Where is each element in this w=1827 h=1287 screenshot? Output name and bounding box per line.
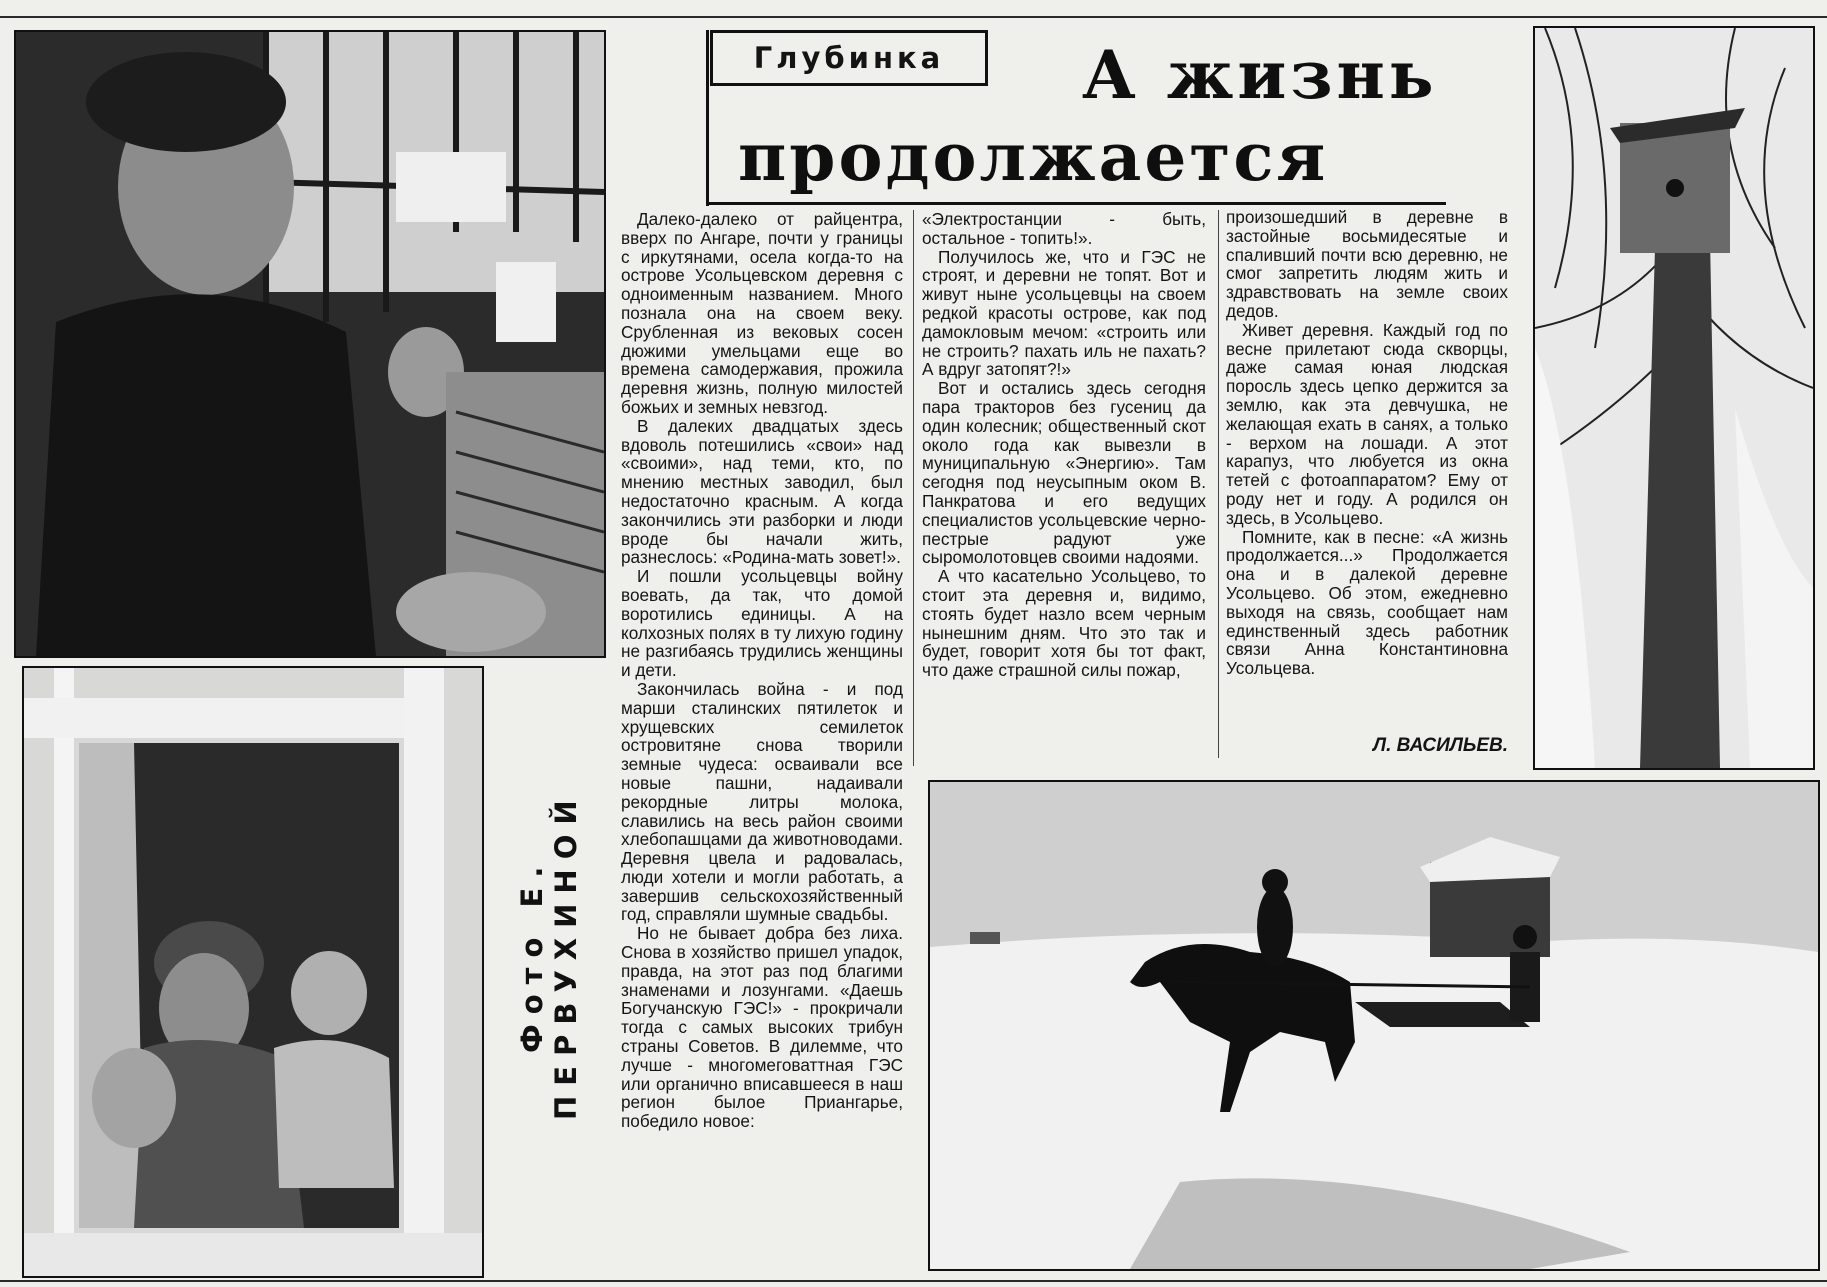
headline-line-1: А жизнь (1082, 36, 1438, 114)
photo-birdhouse-on-birch (1533, 26, 1815, 770)
paragraph: «Электростанции - быть, остальное - топить!». (922, 209, 1206, 248)
paragraph: Помните, как в песне: «А жизнь продолжается...» Продолжается она и в далекой деревне Усольцево. Об этом, ежедневно выходя на связь, сообщает нам единственный здесь работник связи Анна Константиновна Усольцева. (1226, 526, 1508, 679)
headline-frame-left (706, 30, 709, 206)
article-column-3 (1226, 208, 1508, 678)
photo-woman-at-window (14, 30, 606, 658)
headline-line-2: продолжается (738, 118, 1329, 196)
article-column-1 (621, 210, 903, 1131)
paragraph: Живет деревня. Каждый год по весне прилетают сюда скворцы, даже самая юная людская поросль здесь цепко держится за землю, как эта девчушка, не желающая ехать в санях, а только - верхом на лошади. А этот карапуз, что любуется из окна тетей с фотоаппаратом? Ему от роду нет и году. А родился он здесь, в Усольцево. (1226, 319, 1508, 528)
column-rule (913, 210, 914, 766)
paragraph: Получилось же, что и ГЭС не строят, и деревни не топят. Вот и живут ныне усольцевцы на своем редкой красоты острове, как под дамокловым мечом: «строить или не строить? пахать иль не пахать? А вдруг затопят?!» (922, 246, 1206, 380)
paragraph: произошедший в деревне в застойные восьмидесятые и спаливший почти всю деревню, не смог запретить людям жить и здравствовать на земле своих дедов. (1226, 207, 1508, 321)
paragraph: А что касательно Усольцево, то стоит эта деревня и, видимо, стоять будет назло всем черным нынешним дням. Что это так и будет, говорит хотя бы тот факт, что даже страшной силы пожар, (922, 566, 1206, 681)
photo-children-in-window (22, 666, 484, 1278)
headline-frame-bottom (706, 202, 1446, 205)
page-bottom-rule (0, 1280, 1827, 1282)
paragraph: Вот и остались здесь сегодня пара тракторов без гусениц да один колесник; общественный скот около года как вывезли в муниципальную «Энергию». Там сегодня под неусыпным оком В. Панкратова и его ведущих специалистов усольцевские черно-пестрые радуют уже сыромолотовцев своими надоями. (922, 378, 1206, 568)
column-rule (1218, 210, 1219, 758)
author-signature: Л. ВАСИЛЬЕВ. (1373, 735, 1508, 756)
page-top-rule (0, 16, 1827, 18)
paragraph: Но не бывает добра без лиха. Снова в хозяйство пришел упадок, правда, на этот раз под благими знаменами и лозунгами. «Даешь Богучанскую ГЭС!» - прокричали тогда с самых высоких трибун страны Советов. В дилемме, что лучше - многомеговаттная ГЭС или органично вписавшееся в наш регион былое Приангарье, победило новое: (621, 923, 903, 1132)
photo-horse-sled-in-snow (928, 780, 1820, 1271)
paragraph: Закончилась война - и под марши сталинских пятилеток и хрущевских семилеток островитяне снова творили земные чудеса: осваивали все новые пашни, надаивали рекордные литры молока, славились на весь район своими хлебопашцами да животноводами. Деревня цвела и радовалась, люди хотели и могли работать, а завершив сельскохозяйственный год, справляли шумные свадьбы. (621, 678, 903, 925)
photo-credit: Фото Е. ПЕРВУХИНОЙ (515, 790, 583, 1120)
rubric-label: Глубинка (710, 30, 988, 86)
article-column-2 (922, 210, 1206, 680)
paragraph: И пошли усольцевцы войну воевать, да так, что домой воротились единицы. А на колхозных полях в ту лихую годину не разгибаясь трудились женщины и дети. (621, 566, 903, 681)
paragraph: В далеких двадцатых здесь вдоволь потешились «свои» над «своими», над теми, кто, по мнению местных заводил, был недостаточно красным. А когда закончились эти разборки и люди вроде бы начали жить, разнеслось: «Родина-мать зовет!». (621, 415, 903, 568)
paragraph: Далеко-далеко от райцентра, вверх по Ангаре, почти у границы с иркутянами, осела когда-то на острове Усольцевском деревня с одноименным названием. Много познала она на своем веку. Срубленная из вековых сосен дюжими умельцами еще во времена самодержавия, прожила деревня жизнь, полную милостей божьих и земных невзгод. (621, 209, 903, 417)
